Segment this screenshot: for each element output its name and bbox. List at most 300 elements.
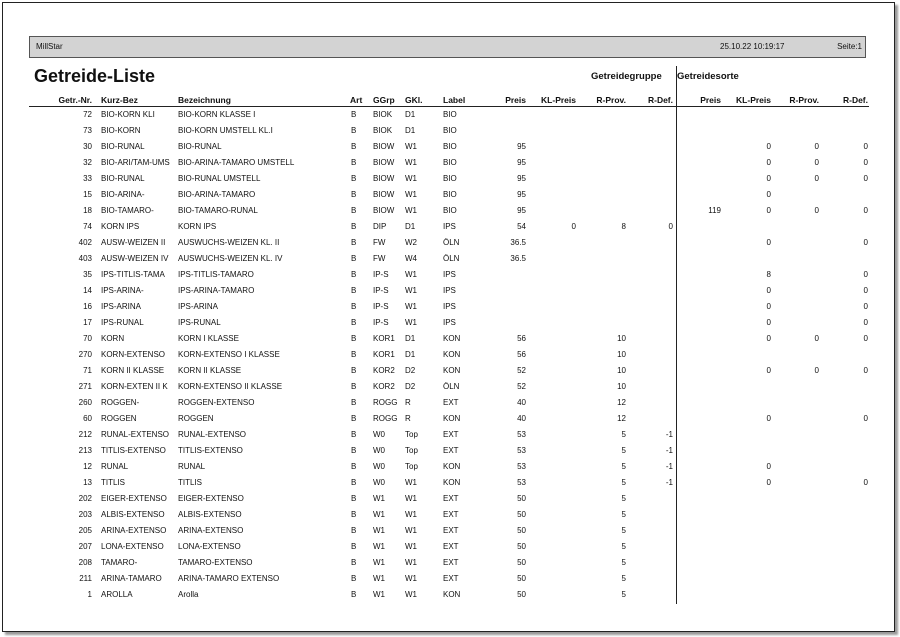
cell-kurz: BIO-RUNAL	[101, 142, 145, 151]
cell-bez: IPS-ARINA-TAMARO	[178, 286, 255, 295]
cell-ggrp: ROGG	[373, 414, 398, 423]
table-row	[0, 220, 900, 236]
cell-preis: 95	[517, 190, 526, 199]
cell-nr: 208	[78, 558, 92, 567]
cell-gkl: W1	[405, 302, 417, 311]
cell-ggrp: IP-S	[373, 286, 389, 295]
cell-rprov2: 0	[814, 158, 819, 167]
cell-label: BIO	[443, 174, 457, 183]
cell-bez: ROGGEN-EXTENSO	[178, 398, 255, 407]
cell-nr: 270	[78, 350, 92, 359]
report-header-bar	[29, 36, 866, 58]
cell-gkl: Top	[405, 446, 418, 455]
cell-art: B	[351, 542, 357, 551]
cell-art: B	[351, 590, 357, 599]
cell-kurz: BIO-KORN KLI	[101, 110, 155, 119]
cell-gkl: W1	[405, 558, 417, 567]
cell-gkl: W1	[405, 542, 417, 551]
cell-kurz: AUSW-WEIZEN IV	[101, 254, 169, 263]
table-row	[0, 316, 900, 332]
table-row	[0, 396, 900, 412]
cell-bez: IPS-RUNAL	[178, 318, 221, 327]
cell-bez: TITLIS	[178, 478, 203, 487]
table-row	[0, 524, 900, 540]
cell-preis: 50	[517, 590, 526, 599]
cell-preis: 53	[517, 446, 526, 455]
cell-nr: 1	[87, 590, 92, 599]
cell-bez: BIO-KORN KLASSE I	[178, 110, 256, 119]
cell-klpreis2: 0	[766, 334, 771, 343]
cell-kurz: BIO-RUNAL	[101, 174, 145, 183]
cell-rprov: 5	[621, 462, 626, 471]
table-row	[0, 348, 900, 364]
cell-nr: 211	[79, 574, 92, 583]
cell-nr: 33	[83, 174, 92, 183]
cell-ggrp: FW	[373, 254, 386, 263]
cell-gkl: W2	[405, 238, 417, 247]
col-header-kurz: Kurz-Bez	[101, 95, 138, 105]
table-row	[0, 140, 900, 156]
cell-label: EXT	[443, 398, 459, 407]
cell-bez: BIO-ARINA-TAMARO	[178, 190, 256, 199]
table-row	[0, 236, 900, 252]
cell-kurz: KORN IPS	[101, 222, 140, 231]
cell-label: ÖLN	[443, 254, 460, 263]
cell-label: BIO	[443, 126, 457, 135]
cell-bez: BIO-KORN UMSTELL KL.I	[178, 126, 273, 135]
cell-kurz: KORN-EXTENSO	[101, 350, 166, 359]
cell-gkl: W1	[405, 206, 417, 215]
table-row	[0, 380, 900, 396]
cell-kurz: KORN II KLASSE	[101, 366, 165, 375]
cell-ggrp: W1	[373, 494, 385, 503]
table-row	[0, 204, 900, 220]
cell-nr: 271	[78, 382, 92, 391]
cell-bez: ALBIS-EXTENSO	[178, 510, 242, 519]
cell-kurz: IPS-ARINA-	[101, 286, 144, 295]
cell-gkl: W1	[405, 494, 417, 503]
cell-rdef2: 0	[863, 158, 868, 167]
cell-gkl: W1	[405, 510, 417, 519]
cell-rprov: 10	[617, 334, 626, 343]
cell-preis: 52	[517, 382, 526, 391]
cell-ggrp: DIP	[373, 222, 387, 231]
cell-klpreis2: 0	[766, 286, 771, 295]
group-label-getreidesorte: Getreidesorte	[677, 71, 739, 82]
cell-gkl: W1	[405, 478, 417, 487]
cell-nr: 202	[78, 494, 92, 503]
cell-art: B	[351, 318, 357, 327]
cell-preis: 50	[517, 542, 526, 551]
header-underline	[29, 106, 869, 107]
cell-art: B	[351, 126, 357, 135]
cell-bez: TAMARO-EXTENSO	[178, 558, 253, 567]
cell-preis: 95	[517, 142, 526, 151]
cell-bez: ROGGEN	[178, 414, 214, 423]
cell-ggrp: W0	[373, 462, 385, 471]
cell-nr: 60	[83, 414, 92, 423]
cell-label: EXT	[443, 542, 459, 551]
cell-kurz: TITLIS-EXTENSO	[101, 446, 166, 455]
cell-label: EXT	[443, 494, 459, 503]
col-header-preis2: Preis	[700, 95, 721, 105]
cell-rdef2: 0	[863, 302, 868, 311]
table-row	[0, 156, 900, 172]
cell-gkl: W1	[405, 590, 417, 599]
cell-rdef2: 0	[863, 366, 868, 375]
cell-ggrp: KOR1	[373, 350, 395, 359]
cell-preis: 50	[517, 574, 526, 583]
cell-ggrp: KOR1	[373, 334, 395, 343]
cell-ggrp: BIOW	[373, 174, 395, 183]
cell-art: B	[351, 558, 357, 567]
cell-klpreis2: 0	[766, 142, 771, 151]
cell-preis2: 119	[708, 206, 721, 215]
col-header-rdef2: R-Def.	[842, 95, 868, 105]
cell-klpreis: 0	[571, 222, 576, 231]
cell-rprov: 12	[617, 398, 626, 407]
cell-rdef2: 0	[863, 238, 868, 247]
cell-kurz: IPS-TITLIS-TAMA	[101, 270, 165, 279]
cell-art: B	[351, 158, 357, 167]
cell-gkl: Top	[405, 462, 418, 471]
cell-art: B	[351, 430, 357, 439]
cell-gkl: D1	[405, 222, 416, 231]
table-row	[0, 188, 900, 204]
cell-gkl: W1	[405, 574, 417, 583]
cell-ggrp: BIOK	[373, 126, 393, 135]
cell-klpreis2: 0	[766, 158, 771, 167]
table-row	[0, 268, 900, 284]
cell-label: BIO	[443, 142, 457, 151]
cell-rprov: 5	[621, 510, 626, 519]
cell-label: KON	[443, 414, 461, 423]
cell-ggrp: W1	[373, 510, 385, 519]
cell-label: BIO	[443, 158, 457, 167]
cell-preis: 53	[517, 462, 526, 471]
cell-art: B	[351, 270, 357, 279]
cell-nr: 207	[78, 542, 92, 551]
cell-bez: KORN II KLASSE	[178, 366, 242, 375]
cell-nr: 74	[83, 222, 92, 231]
cell-kurz: ROGGEN-	[101, 398, 140, 407]
cell-rdef2: 0	[863, 270, 868, 279]
cell-gkl: D1	[405, 110, 416, 119]
cell-rdef2: 0	[863, 318, 868, 327]
group-label-getreidegruppe: Getreidegruppe	[591, 71, 662, 82]
col-header-bez: Bezeichnung	[178, 95, 231, 105]
cell-ggrp: W1	[373, 574, 385, 583]
cell-label: IPS	[443, 286, 456, 295]
cell-klpreis2: 0	[766, 302, 771, 311]
cell-nr: 73	[83, 126, 92, 135]
cell-ggrp: IP-S	[373, 302, 389, 311]
cell-kurz: RUNAL-EXTENSO	[101, 430, 170, 439]
cell-kurz: ARINA-TAMARO	[101, 574, 162, 583]
cell-preis: 53	[517, 478, 526, 487]
cell-kurz: KORN	[101, 334, 125, 343]
cell-nr: 205	[78, 526, 92, 535]
table-row	[0, 540, 900, 556]
cell-rdef2: 0	[863, 142, 868, 151]
cell-bez: KORN I KLASSE	[178, 334, 239, 343]
cell-kurz: LONA-EXTENSO	[101, 542, 164, 551]
cell-gkl: W4	[405, 254, 417, 263]
cell-gkl: W1	[405, 142, 417, 151]
cell-nr: 71	[83, 366, 92, 375]
cell-label: BIO	[443, 110, 457, 119]
table-row	[0, 428, 900, 444]
cell-gkl: W1	[405, 190, 417, 199]
cell-rdef: -1	[665, 462, 673, 471]
cell-rdef: -1	[665, 430, 673, 439]
table-row	[0, 124, 900, 140]
cell-kurz: BIO-ARINA-	[101, 190, 145, 199]
cell-preis: 95	[517, 174, 526, 183]
cell-ggrp: W1	[373, 526, 385, 535]
cell-klpreis2: 8	[766, 270, 771, 279]
cell-ggrp: BIOW	[373, 190, 395, 199]
cell-bez: IPS-TITLIS-TAMARO	[178, 270, 254, 279]
table-row	[0, 556, 900, 572]
cell-art: B	[351, 494, 357, 503]
table-row	[0, 284, 900, 300]
cell-art: B	[351, 462, 357, 471]
cell-art: B	[351, 142, 357, 151]
cell-bez: BIO-ARINA-TAMARO UMSTELL	[178, 158, 295, 167]
cell-rdef: -1	[665, 446, 673, 455]
cell-nr: 72	[83, 110, 92, 119]
cell-preis: 95	[517, 158, 526, 167]
page-number: Seite:1	[837, 42, 862, 51]
cell-rprov2: 0	[814, 174, 819, 183]
cell-klpreis2: 0	[766, 190, 771, 199]
cell-ggrp: IP-S	[373, 270, 389, 279]
cell-preis: 36.5	[510, 254, 526, 263]
table-row	[0, 332, 900, 348]
cell-nr: 16	[83, 302, 92, 311]
cell-klpreis2: 0	[766, 462, 771, 471]
cell-ggrp: ROGG	[373, 398, 398, 407]
cell-nr: 403	[78, 254, 92, 263]
cell-ggrp: W1	[373, 542, 385, 551]
cell-art: B	[351, 414, 357, 423]
cell-nr: 203	[78, 510, 92, 519]
cell-kurz: EIGER-EXTENSO	[101, 494, 167, 503]
cell-preis: 40	[517, 414, 526, 423]
cell-preis: 54	[517, 222, 526, 231]
cell-rprov: 5	[621, 478, 626, 487]
table-row	[0, 172, 900, 188]
cell-ggrp: FW	[373, 238, 386, 247]
cell-rprov: 5	[621, 526, 626, 535]
cell-label: KON	[443, 350, 461, 359]
cell-preis: 95	[517, 206, 526, 215]
cell-preis: 52	[517, 366, 526, 375]
cell-art: B	[351, 222, 357, 231]
cell-preis: 50	[517, 526, 526, 535]
cell-rdef2: 0	[863, 478, 868, 487]
cell-ggrp: BIOW	[373, 142, 395, 151]
cell-art: B	[351, 254, 357, 263]
cell-kurz: IPS-RUNAL	[101, 318, 144, 327]
cell-nr: 70	[83, 334, 92, 343]
cell-ggrp: W0	[373, 446, 385, 455]
cell-rprov: 5	[621, 542, 626, 551]
cell-nr: 14	[83, 286, 92, 295]
cell-bez: KORN IPS	[178, 222, 217, 231]
cell-bez: BIO-RUNAL	[178, 142, 222, 151]
cell-label: KON	[443, 462, 461, 471]
cell-label: IPS	[443, 302, 456, 311]
cell-gkl: D2	[405, 382, 416, 391]
table-row	[0, 476, 900, 492]
cell-label: KON	[443, 366, 461, 375]
cell-rdef2: 0	[863, 174, 868, 183]
table-row	[0, 588, 900, 604]
cell-label: KON	[443, 590, 461, 599]
cell-gkl: D2	[405, 366, 416, 375]
cell-bez: KORN-EXTENSO II KLASSE	[178, 382, 283, 391]
cell-art: B	[351, 574, 357, 583]
cell-rdef2: 0	[863, 286, 868, 295]
col-header-nr: Getr.-Nr.	[58, 95, 92, 105]
cell-bez: BIO-RUNAL UMSTELL	[178, 174, 261, 183]
cell-label: KON	[443, 478, 461, 487]
cell-gkl: W1	[405, 270, 417, 279]
cell-bez: RUNAL	[178, 462, 206, 471]
cell-rprov: 10	[617, 350, 626, 359]
report-title: Getreide-Liste	[34, 66, 156, 86]
cell-kurz: ALBIS-EXTENSO	[101, 510, 165, 519]
cell-bez: BIO-TAMARO-RUNAL	[178, 206, 258, 215]
cell-bez: RUNAL-EXTENSO	[178, 430, 247, 439]
cell-rprov: 5	[621, 558, 626, 567]
cell-ggrp: W1	[373, 590, 385, 599]
cell-kurz: KORN-EXTEN II K	[101, 382, 168, 391]
cell-label: IPS	[443, 222, 456, 231]
cell-preis: 50	[517, 510, 526, 519]
col-header-klpreis: KL-Preis	[541, 95, 576, 105]
cell-bez: AUSWUCHS-WEIZEN KL. II	[178, 238, 280, 247]
cell-label: EXT	[443, 526, 459, 535]
cell-kurz: RUNAL	[101, 462, 129, 471]
col-header-rprov: R-Prov.	[596, 95, 626, 105]
cell-label: EXT	[443, 430, 459, 439]
cell-rdef: 0	[668, 222, 673, 231]
col-header-label: Label	[443, 95, 466, 105]
cell-label: IPS	[443, 270, 456, 279]
cell-rdef: -1	[665, 478, 673, 487]
cell-bez: ARINA-EXTENSO	[178, 526, 244, 535]
cell-gkl: D1	[405, 334, 416, 343]
cell-bez: ARINA-TAMARO EXTENSO	[178, 574, 280, 583]
cell-gkl: W1	[405, 526, 417, 535]
cell-rdef2: 0	[863, 334, 868, 343]
cell-preis: 50	[517, 494, 526, 503]
cell-label: EXT	[443, 558, 459, 567]
cell-art: B	[351, 206, 357, 215]
cell-kurz: BIO-TAMARO-	[101, 206, 154, 215]
cell-art: B	[351, 174, 357, 183]
cell-nr: 213	[78, 446, 92, 455]
cell-kurz: BIO-ARI/TAM-UMS	[101, 158, 170, 167]
cell-art: B	[351, 190, 357, 199]
cell-art: B	[351, 382, 357, 391]
cell-label: ÖLN	[443, 238, 460, 247]
col-header-rprov2: R-Prov.	[789, 95, 819, 105]
cell-label: IPS	[443, 318, 456, 327]
cell-klpreis2: 0	[766, 238, 771, 247]
cell-rprov: 5	[621, 590, 626, 599]
cell-art: B	[351, 398, 357, 407]
cell-rprov2: 0	[814, 142, 819, 151]
cell-ggrp: W0	[373, 430, 385, 439]
cell-nr: 35	[83, 270, 92, 279]
cell-klpreis2: 0	[766, 366, 771, 375]
col-header-klpreis2: KL-Preis	[736, 95, 771, 105]
cell-preis: 40	[517, 398, 526, 407]
cell-kurz: ROGGEN	[101, 414, 137, 423]
cell-label: EXT	[443, 574, 459, 583]
cell-art: B	[351, 478, 357, 487]
table-row	[0, 252, 900, 268]
table-row	[0, 444, 900, 460]
cell-kurz: IPS-ARINA	[101, 302, 142, 311]
cell-preis: 56	[517, 350, 526, 359]
cell-klpreis2: 0	[766, 174, 771, 183]
cell-art: B	[351, 238, 357, 247]
cell-gkl: R	[405, 414, 411, 423]
cell-art: B	[351, 110, 357, 119]
cell-gkl: Top	[405, 430, 418, 439]
cell-art: B	[351, 334, 357, 343]
cell-klpreis2: 0	[766, 478, 771, 487]
table-row	[0, 492, 900, 508]
print-datetime: 25.10.22 10:19:17	[720, 42, 785, 51]
table-row	[0, 572, 900, 588]
cell-preis: 36.5	[510, 238, 526, 247]
cell-rprov: 12	[617, 414, 626, 423]
table-row	[0, 300, 900, 316]
cell-preis: 50	[517, 558, 526, 567]
cell-rdef2: 0	[863, 414, 868, 423]
cell-gkl: D1	[405, 126, 416, 135]
table-row	[0, 108, 900, 124]
cell-rprov2: 0	[814, 206, 819, 215]
cell-klpreis2: 0	[766, 318, 771, 327]
cell-label: EXT	[443, 446, 459, 455]
cell-gkl: R	[405, 398, 411, 407]
col-header-ggrp: GGrp	[373, 95, 395, 105]
cell-ggrp: W0	[373, 478, 385, 487]
cell-bez: EIGER-EXTENSO	[178, 494, 244, 503]
cell-ggrp: BIOK	[373, 110, 393, 119]
cell-art: B	[351, 366, 357, 375]
cell-nr: 17	[83, 318, 92, 327]
cell-rdef2: 0	[863, 206, 868, 215]
cell-kurz: ARINA-EXTENSO	[101, 526, 167, 535]
cell-kurz: AUSW-WEIZEN II	[101, 238, 166, 247]
cell-nr: 260	[78, 398, 92, 407]
cell-label: BIO	[443, 190, 457, 199]
cell-rprov: 10	[617, 382, 626, 391]
cell-nr: 18	[83, 206, 92, 215]
cell-label: KON	[443, 334, 461, 343]
cell-ggrp: BIOW	[373, 206, 395, 215]
cell-bez: AUSWUCHS-WEIZEN KL. IV	[178, 254, 283, 263]
cell-art: B	[351, 302, 357, 311]
